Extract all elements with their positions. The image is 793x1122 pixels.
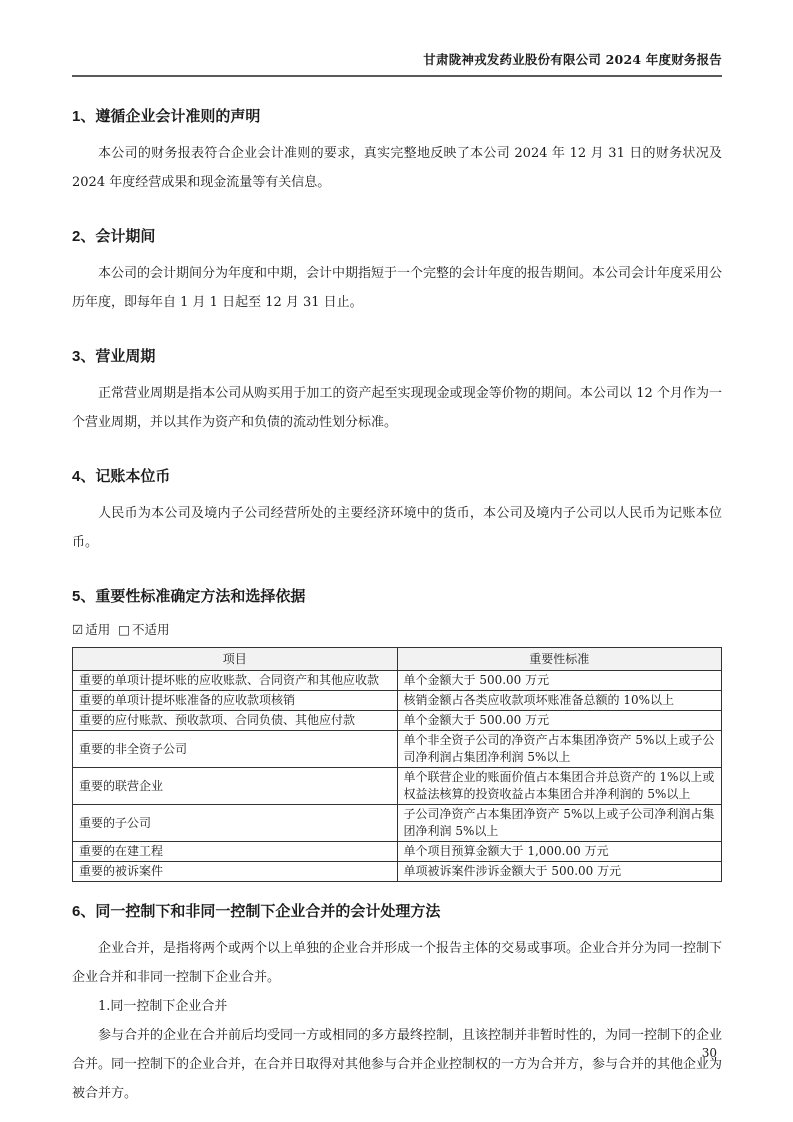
- section-3-heading: 3、营业周期: [72, 348, 156, 365]
- row-standard: 单个项目预算金额大于 1,000.00 万元: [397, 842, 722, 862]
- section-1-heading: 1、遵循企业会计准则的声明: [72, 108, 261, 125]
- section-3-paragraph: 正常营业周期是指本公司从购买用于加工的资产起至实现现金或现金等价物的期间。本公司以 12 个月作为一个营业周期，并以其作为资产和负债的流动性划分标准。: [72, 386, 722, 430]
- row-standard: 单个金额大于 500.00 万元: [397, 711, 722, 731]
- table-row: [73, 842, 722, 862]
- applicability-line: [72, 621, 722, 639]
- section-4-heading: 4、记账本位币: [72, 468, 171, 485]
- row-standard: 单个非全资子公司的净资产占本集团净资产 5%以上或子公司净利润占集团净利润 5%以上: [397, 731, 722, 768]
- table-row: [73, 711, 722, 731]
- table-row: [73, 731, 722, 768]
- row-item: 重要的应付账款、预收款项、合同负债、其他应付款: [73, 711, 398, 731]
- section-4-paragraph: 人民币为本公司及境内子公司经营所处的主要经济环境中的货币，本公司及境内子公司以人民币为记账本位币。: [72, 506, 722, 550]
- row-standard: 子公司净资产占本集团净资产 5%以上或子公司净利润占集团净利润 5%以上: [397, 805, 722, 842]
- section-6-subitem-heading: 1.同一控制下企业合并: [98, 999, 228, 1014]
- checked-checkbox-icon: ☑: [72, 622, 84, 637]
- table-row: [73, 671, 722, 691]
- row-item: 重要的联营企业: [73, 768, 398, 805]
- section-1-paragraph: 本公司的财务报表符合企业会计准则的要求，真实完整地反映了本公司 2024 年 12 月 31 日的财务状况及 2024 年度经营成果和现金流量等有关信息。: [72, 146, 722, 190]
- table-row: [73, 768, 722, 805]
- section-5-heading: 5、重要性标准确定方法和选择依据: [72, 588, 306, 605]
- row-standard: 单个金额大于 500.00 万元: [397, 671, 722, 691]
- section-6-paragraph-2: 参与合并的企业在合并前后均受同一方或相同的多方最终控制，且该控制并非暂时性的，为同一控制下的企业合并。同一控制下的企业合并，在合并日取得对其他参与合并企业控制权的一方为合并方，参与合并的其他企业为被合并方。: [72, 1028, 723, 1101]
- section-6-heading: 6、同一控制下和非同一控制下企业合并的会计处理方法: [72, 903, 441, 920]
- row-item: 重要的在建工程: [73, 842, 398, 862]
- table-row: [73, 691, 722, 711]
- row-item: 重要的子公司: [73, 805, 398, 842]
- row-standard: 单个联营企业的账面价值占本集团合并总资产的 1%以上或权益法核算的投资收益占本集团合并净利润的 5%以上: [397, 768, 722, 805]
- column-header-item: 项目: [73, 648, 398, 671]
- section-2-paragraph: 本公司的会计期间分为年度和中期，会计中期指短于一个完整的会计年度的报告期间。本公司会计年度采用公历年度，即每年自 1 月 1 日起至 12 月 31 日止。: [72, 266, 723, 310]
- row-item: 重要的单项计提坏账的应收账款、合同资产和其他应收款: [73, 671, 398, 691]
- row-item: 重要的被诉案件: [73, 862, 398, 882]
- applicable-label: 适用: [85, 622, 111, 637]
- row-item: 重要的单项计提坏账准备的应收款项核销: [73, 691, 398, 711]
- report-header-title: 甘肃陇神戎发药业股份有限公司 2024 年度财务报告: [72, 0, 722, 77]
- unchecked-checkbox-icon: □: [118, 622, 131, 637]
- row-standard: 核销金额占各类应收款项坏账准备总额的 10%以上: [397, 691, 722, 711]
- table-header-row: [73, 648, 722, 671]
- section-6-paragraph-1: 企业合并，是指将两个或两个以上单独的企业合并形成一个报告主体的交易或事项。企业合并分为同一控制下企业合并和非同一控制下企业合并。: [72, 941, 723, 985]
- section-2-heading: 2、会计期间: [72, 228, 156, 245]
- row-standard: 单项被诉案件涉诉金额大于 500.00 万元: [397, 862, 722, 882]
- not-applicable-label: 不适用: [132, 622, 170, 637]
- table-row: [73, 805, 722, 842]
- page-number: 30: [701, 1046, 717, 1060]
- materiality-standards-table: [72, 647, 722, 882]
- row-item: 重要的非全资子公司: [73, 731, 398, 768]
- column-header-standard: 重要性标准: [397, 648, 722, 671]
- table-row: [73, 862, 722, 882]
